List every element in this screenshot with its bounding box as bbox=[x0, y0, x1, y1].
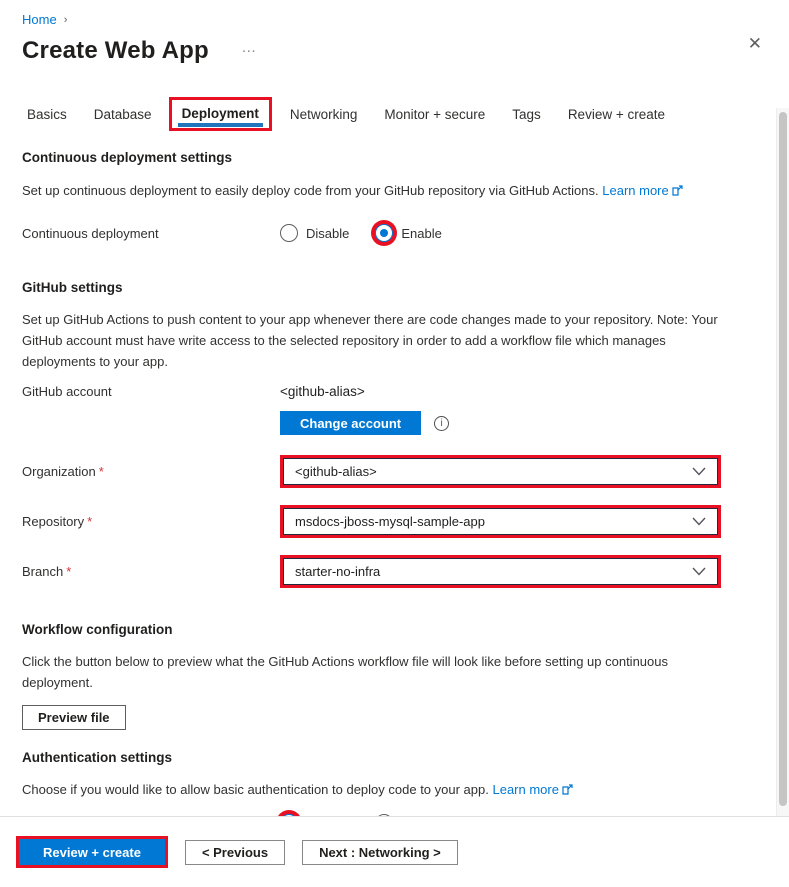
breadcrumb-home-link[interactable]: Home bbox=[22, 12, 57, 27]
github-account-field bbox=[22, 384, 737, 399]
review-create-button[interactable]: Review + create bbox=[19, 839, 165, 865]
scrollbar-track[interactable] bbox=[776, 108, 789, 816]
next-networking-button[interactable]: Next : Networking > bbox=[302, 840, 458, 865]
continuous-deployment-description bbox=[22, 180, 737, 201]
branch-label bbox=[22, 564, 280, 579]
repository-label-text: Repository bbox=[22, 514, 85, 529]
repository-field bbox=[22, 505, 737, 538]
organization-annotation-box bbox=[280, 455, 721, 488]
active-tab-underline bbox=[178, 123, 263, 127]
chevron-down-icon bbox=[692, 467, 706, 476]
breadcrumb-chevron-icon: › bbox=[63, 14, 68, 26]
workflow-description: Click the button below to preview what the GitHub Actions workflow file will look like before setting up continuous deployment. bbox=[22, 654, 668, 690]
close-icon[interactable]: ✕ bbox=[747, 34, 762, 53]
organization-dropdown[interactable] bbox=[283, 458, 718, 485]
github-account-label: GitHub account bbox=[22, 384, 112, 399]
tab-networking[interactable]: Networking bbox=[289, 106, 358, 122]
repository-dropdown[interactable] bbox=[283, 508, 718, 535]
learn-more-label: Learn more bbox=[492, 782, 559, 797]
more-options-icon[interactable]: … bbox=[241, 39, 258, 56]
tab-content bbox=[0, 150, 789, 832]
continuous-deployment-field bbox=[22, 224, 737, 242]
chevron-down-icon bbox=[692, 517, 706, 526]
github-settings-heading: GitHub settings bbox=[22, 280, 123, 295]
repository-label bbox=[22, 514, 280, 529]
continuous-disable-radio[interactable] bbox=[280, 224, 298, 242]
required-asterisk: * bbox=[66, 564, 72, 579]
workflow-configuration-heading: Workflow configuration bbox=[22, 622, 173, 637]
organization-field bbox=[22, 455, 737, 488]
external-link-icon bbox=[562, 784, 573, 795]
continuous-enable-radio[interactable] bbox=[375, 224, 393, 242]
scrollbar-thumb[interactable] bbox=[779, 112, 787, 806]
tab-tags[interactable]: Tags bbox=[512, 106, 541, 122]
footer-action-bar bbox=[0, 816, 789, 887]
github-settings-description: Set up GitHub Actions to push content to your app whenever there are code changes made to your repository. Note: Your GitHub account must have write access to the selected repository in order to add a workflow file which manages deployments to your app. bbox=[22, 312, 718, 369]
branch-dropdown[interactable] bbox=[283, 558, 718, 585]
chevron-down-icon bbox=[692, 567, 706, 576]
organization-value: <github-alias> bbox=[295, 464, 377, 479]
breadcrumb bbox=[0, 0, 789, 27]
organization-label-text: Organization bbox=[22, 464, 96, 479]
learn-more-label: Learn more bbox=[602, 183, 669, 198]
branch-label-text: Branch bbox=[22, 564, 64, 579]
tab-review-create[interactable]: Review + create bbox=[567, 106, 665, 122]
continuous-learn-more-link[interactable] bbox=[602, 183, 682, 198]
continuous-deployment-label: Continuous deployment bbox=[22, 225, 159, 241]
continuous-deployment-radio-group bbox=[280, 224, 468, 242]
continuous-deployment-description-text: Set up continuous deployment to easily deploy code from your GitHub repository via GitHub Actions. bbox=[22, 183, 599, 198]
tab-deployment[interactable] bbox=[169, 105, 272, 123]
authentication-settings-heading: Authentication settings bbox=[22, 750, 173, 765]
page-title: Create Web App bbox=[22, 37, 209, 64]
preview-file-button[interactable]: Preview file bbox=[22, 705, 126, 730]
info-icon[interactable]: i bbox=[434, 416, 449, 431]
branch-value: starter-no-infra bbox=[295, 564, 381, 579]
authentication-description-text: Choose if you would like to allow basic authentication to deploy code to your app. bbox=[22, 782, 489, 797]
review-create-annotation-box bbox=[16, 836, 168, 868]
continuous-enable-label[interactable]: Enable bbox=[401, 225, 442, 241]
branch-field bbox=[22, 555, 737, 588]
continuous-disable-label[interactable]: Disable bbox=[306, 225, 350, 241]
previous-button[interactable]: < Previous bbox=[185, 840, 285, 865]
continuous-deployment-heading: Continuous deployment settings bbox=[22, 150, 233, 165]
tab-basics[interactable]: Basics bbox=[27, 106, 67, 122]
authentication-description bbox=[22, 779, 737, 800]
github-account-value: <github-alias> bbox=[280, 384, 365, 399]
title-row bbox=[22, 34, 789, 69]
required-asterisk: * bbox=[87, 514, 93, 529]
change-account-row bbox=[280, 411, 737, 435]
change-account-button[interactable]: Change account bbox=[280, 411, 421, 435]
auth-learn-more-link[interactable] bbox=[492, 782, 572, 797]
external-link-icon bbox=[672, 185, 683, 196]
repository-annotation-box bbox=[280, 505, 721, 538]
tab-bar bbox=[27, 93, 789, 135]
tab-deployment-label: Deployment bbox=[169, 97, 272, 131]
tab-monitor-secure[interactable]: Monitor + secure bbox=[384, 106, 486, 122]
required-asterisk: * bbox=[98, 464, 104, 479]
branch-annotation-box bbox=[280, 555, 721, 588]
organization-label bbox=[22, 464, 280, 479]
repository-value: msdocs-jboss-mysql-sample-app bbox=[295, 514, 485, 529]
tab-database[interactable]: Database bbox=[93, 106, 152, 122]
